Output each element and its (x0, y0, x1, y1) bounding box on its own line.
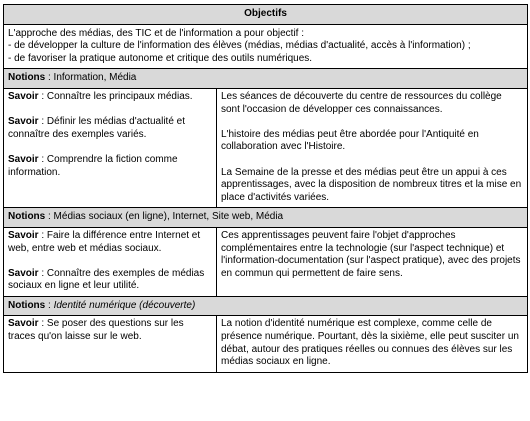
savoir-text: : Se poser des questions sur les traces qu'on laisse sur le web. (8, 318, 184, 343)
intro-line-2: - de développer la culture de l'information des élèves (médias, médias d'actualité, accès à l'information) ; (8, 40, 471, 52)
content-row-2 (4, 227, 528, 296)
commentary-cell-1 (217, 88, 528, 207)
commentary-paragraph: La Semaine de la presse et des médias peut être un appui à ces apprentissages, avec la disposition de nombreux titres et la mise en place d'activités variées. (221, 166, 522, 203)
savoir-item (8, 91, 212, 104)
savoir-item (8, 268, 212, 293)
savoir-cell-2 (4, 227, 217, 296)
notion-label: Notions (8, 211, 46, 223)
notion-label: Notions (8, 72, 46, 84)
savoir-cell-3 (4, 316, 217, 372)
savoir-label: Savoir (8, 90, 39, 102)
intro-line-1: L'approche des médias, des TIC et de l'information a pour objectif : (8, 27, 305, 39)
savoir-label: Savoir (8, 153, 39, 165)
notion-cell-1 (4, 69, 528, 89)
savoir-text: : Définir les médias d'actualité et connaître des exemples variés. (8, 116, 185, 140)
notion-row-2 (4, 208, 528, 228)
notion-text: Identité numérique (découverte) (53, 299, 196, 311)
notion-label: Notions (8, 299, 46, 311)
savoir-text: : Faire la différence entre Internet et web, entre web et médias sociaux. (8, 229, 201, 254)
commentary-cell-2 (217, 227, 528, 296)
commentary-paragraph: Ces apprentissages peuvent faire l'objet d'approches complémentaires entre la technologie (sur l'aspect technique) et l'information-documentation (sur l'aspect pratique), avec des projets en commun qui permettent de faire sens. (221, 229, 521, 279)
savoir-label: Savoir (8, 267, 39, 279)
objectifs-table (3, 4, 528, 373)
savoir-label: Savoir (8, 116, 39, 128)
savoir-item (8, 318, 212, 343)
commentary-paragraph: La notion d'identité numérique est complexe, comme celle de présence numérique. Pourtant, dès la sixième, elle peut susciter un débat, autour des pratiques réelles ou connues des élèves sur les médias sociaux en ligne. (221, 318, 519, 368)
notion-text: : Information, Média (45, 72, 137, 84)
savoir-text: : Comprendre la fiction comme information. (8, 153, 178, 178)
table-title: Objectifs (4, 5, 528, 25)
commentary-cell-3 (217, 316, 528, 372)
savoir-label: Savoir (8, 229, 39, 241)
savoir-text: : Connaître les principaux médias. (38, 90, 193, 102)
intro-row (4, 24, 528, 69)
notion-row-1 (4, 69, 528, 89)
savoir-cell-1 (4, 88, 217, 207)
savoir-label: Savoir (8, 318, 39, 330)
savoir-item (8, 230, 212, 255)
content-row-1 (4, 88, 528, 207)
intro-line-3: - de favoriser la pratique autonome et critique des outils numériques. (8, 52, 313, 64)
title-row (4, 5, 528, 25)
savoir-item (8, 116, 212, 141)
content-row-3 (4, 316, 528, 372)
notion-cell-3 (4, 296, 528, 316)
intro-cell (4, 24, 528, 69)
savoir-text: : Connaître des exemples de médias sociaux en ligne et leur utilité. (8, 267, 205, 292)
commentary-paragraph: Les séances de découverte du centre de ressources du collège sont l'occasion de développer ces connaissances. (221, 90, 502, 115)
savoir-item (8, 154, 212, 179)
notion-row-3 (4, 296, 528, 316)
notion-text: : Médias sociaux (en ligne), Internet, Site web, Média (45, 211, 284, 223)
commentary-paragraph: L'histoire des médias peut être abordée pour l'Antiquité en collaboration avec l'Histoire. (221, 128, 479, 153)
notion-cell-2 (4, 208, 528, 228)
notion-prefix: : (45, 299, 54, 311)
